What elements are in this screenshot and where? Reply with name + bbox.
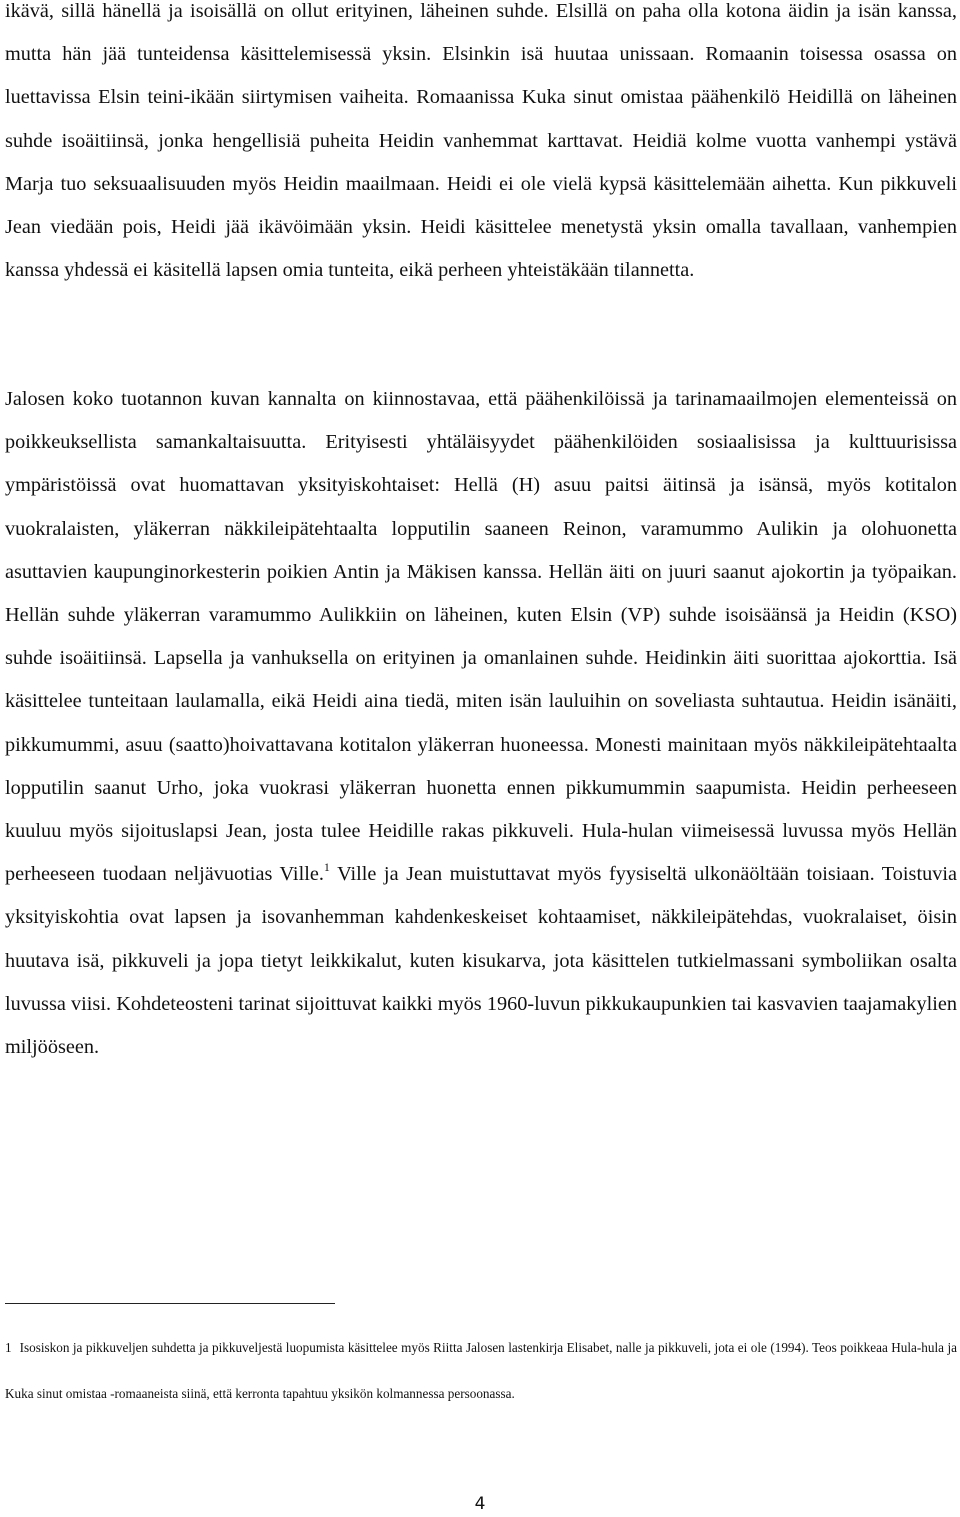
body-paragraph-1: ikävä, sillä hänellä ja isoisällä on ollut erityinen, läheinen suhde. Elsillä on paha olla kotona äidin ja isän kanssa, mutta hän jää tunteidensa käsittelemisessä yksin. Elsinkin isä huutaa unissaan. Romaanin toisessa osassa on luettavissa Elsin teini-ikään siirtymisen vaiheita. Romaanissa Kuka sinut omistaa päähenkilö Heidillä on läheinen suhde isoäitiinsä, jonka hengellisiä puheita Heidin vanhemmat karttavat. Heidiä kolme vuotta vanhempi ystävä Marja tuo seksuaalisuuden myös Heidin maailmaan. Heidi ei ole vielä kypsä käsittelemään aihetta. Kun pikkuveli Jean viedään pois, Heidi jää ikävöimään yksin. Heidi käsittelee menetystä yksin omalla tavallaan, vanhempien kanssa yhdessä ei käsitellä lapsen omia tunteita, eikä perheen yhteistäkään tilannetta. <box>5 0 957 282</box>
page-number: 4 <box>474 1494 486 1514</box>
body-paragraph-2 <box>5 378 957 1069</box>
footnote-text: Isosiskon ja pikkuveljen suhdetta ja pikkuveljestä luopumista käsittelee myös Riitta Jalosen lastenkirja Elisabet, nalle ja pikkuveli, jota ei ole (1994). Teos poikkeaa Hula-hula ja Kuka sinut omistaa -romaaneista siinä, että kerronta tapahtuu yksikön kolmannessa persoonassa. <box>5 1340 957 1401</box>
paragraph-2-text-after-note: Ville ja Jean muistuttavat myös fyysiseltä ulkonäöltään toisiaan. Toistuvia yksityiskohtia ovat lapsen ja isovanhemman kahdenkeskeiset kohtaamiset, näkkileipätehdas, vuokralaiset, öisin huutava isä, pikkuveli ja jopa tietyt leikkikalut, kuten kisukarva, jota käsittelen tutkielmassani symboliikan osalta luvussa viisi. Kohdeteosteni tarinat sijoittuvat kaikki myös 1960-luvun pikkukaupunkien tai kasvavien taajamakylien miljööseen. <box>5 863 957 1059</box>
footnote <box>5 1325 957 1417</box>
footnote-number: 1 <box>5 1340 12 1355</box>
footnote-reference: 1 <box>323 860 330 875</box>
paragraph-2-text-before-note: Jalosen koko tuotannon kuvan kannalta on kiinnostavaa, että päähenkilöissä ja tarinamaailmojen elementeissä on poikkeuksellista samankaltaisuutta. Erityisesti yhtäläisyydet päähenkilöiden sosiaalisissa ja kulttuurisissa ympäristöissä ovat huomattavan yksityiskohtaiset: Hellä (H) asuu paitsi äitinsä ja isänsä, myös kotitalon vuokralaisten, yläkerran näkkileipätehtaalta lopputilin saaneen Reinon, varamummo Aulikin ja olohuonetta asuttavien kaupunginorkesterin poikien Antin ja Mäkisen kanssa. Hellän äiti on juuri saanut ajokortin ja työpaikan. Hellän suhde yläkerran varamummo Aulikkiin on läheinen, kuten Elsin (VP) suhde isoisäänsä ja Heidin (KSO) suhde isoäitiinsä. Lapsella ja vanhuksella on erityinen ja omanlainen suhde. Heidinkin äiti suorittaa ajokorttia. Isä käsittelee tunteitaan laulamalla, eikä Heidi aina tiedä, miten isän lauluihin on soveliasta suhtautua. Heidin isänäiti, pikkumummi, asuu (saatto)hoivattavana kotitalon yläkerran huoneessa. Monesti mainitaan myös näkkileipätehtaalta lopputilin saanut Urho, joka vuokrasi yläkerran huonetta ennen pikkumummin saapumista. Heidin perheeseen kuuluu myös sijoituslapsi Jean, josta tulee Heidille rakas pikkuveli. Hula-hulan viimeisessä luvussa myös Hellän perheeseen tuodaan neljävuotias Ville. <box>5 388 957 886</box>
footnote-separator <box>5 1303 335 1304</box>
